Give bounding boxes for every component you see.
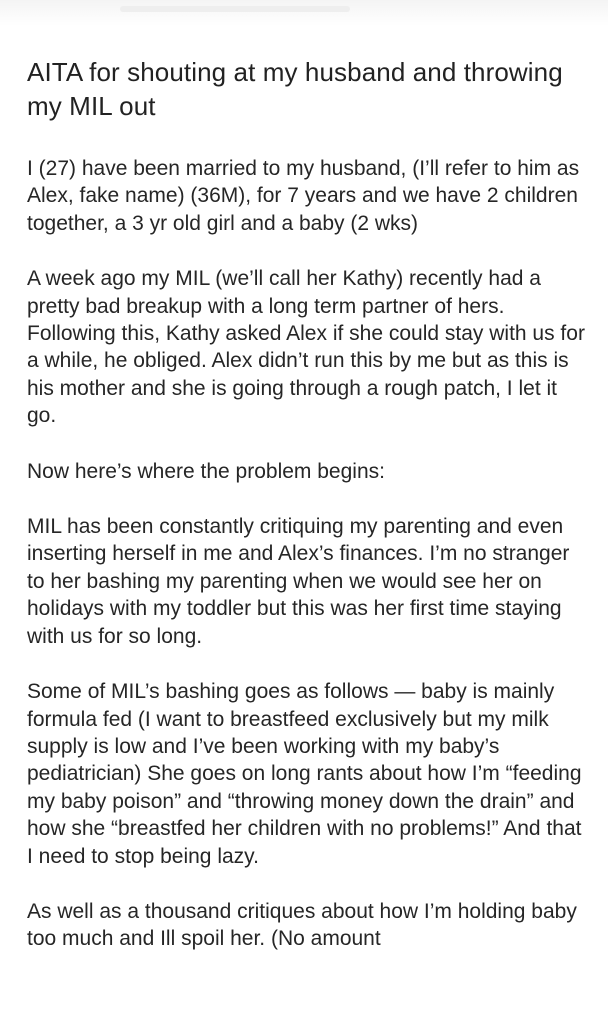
post-paragraph: I (27) have been married to my husband, (I’ll refer to him as Alex, fake name) (36M), for 7 years and we have 2 children together, a 3 yr old girl and a baby (2 wks) bbox=[27, 157, 580, 235]
post-paragraph: Some of MIL’s bashing goes as follows — baby is mainly formula fed (I want to breastfeed exclusively but my milk supply is low and I’ve been working with my baby’s pediatrician) She goes on long rants about how I’m “feeding my baby poison” and “throwing money down the drain” and how she “breastfed her children with no problems!” And that I need to stop being lazy. bbox=[27, 680, 582, 868]
post-paragraph: As well as a thousand critiques about how I’m holding baby too much and Ill spoil her. (No amount bbox=[27, 899, 577, 951]
top-edge-bar bbox=[120, 6, 350, 12]
post-paragraph: Now here’s where the problem begins: bbox=[27, 459, 385, 483]
post-body bbox=[27, 55, 587, 981]
post-paragraph: MIL has been constantly critiquing my parenting and even inserting herself in me and Alex’s finances. I’m no stranger to her bashing my parenting when we would see her on holidays with my toddler but this was her first time staying with us for so long. bbox=[27, 515, 570, 648]
post-paragraph: A week ago my MIL (we’ll call her Kathy) recently had a pretty bad breakup with a long term partner of hers. Following this, Kathy asked Alex if she could stay with us for a while, he obliged. Alex didn’t run this by me but as this is his mother and she is going through a rough patch, I let it go. bbox=[27, 267, 585, 428]
post-title: AITA for shouting at my husband and throwing my MIL out bbox=[27, 57, 563, 121]
top-edge-shadow bbox=[0, 0, 608, 26]
